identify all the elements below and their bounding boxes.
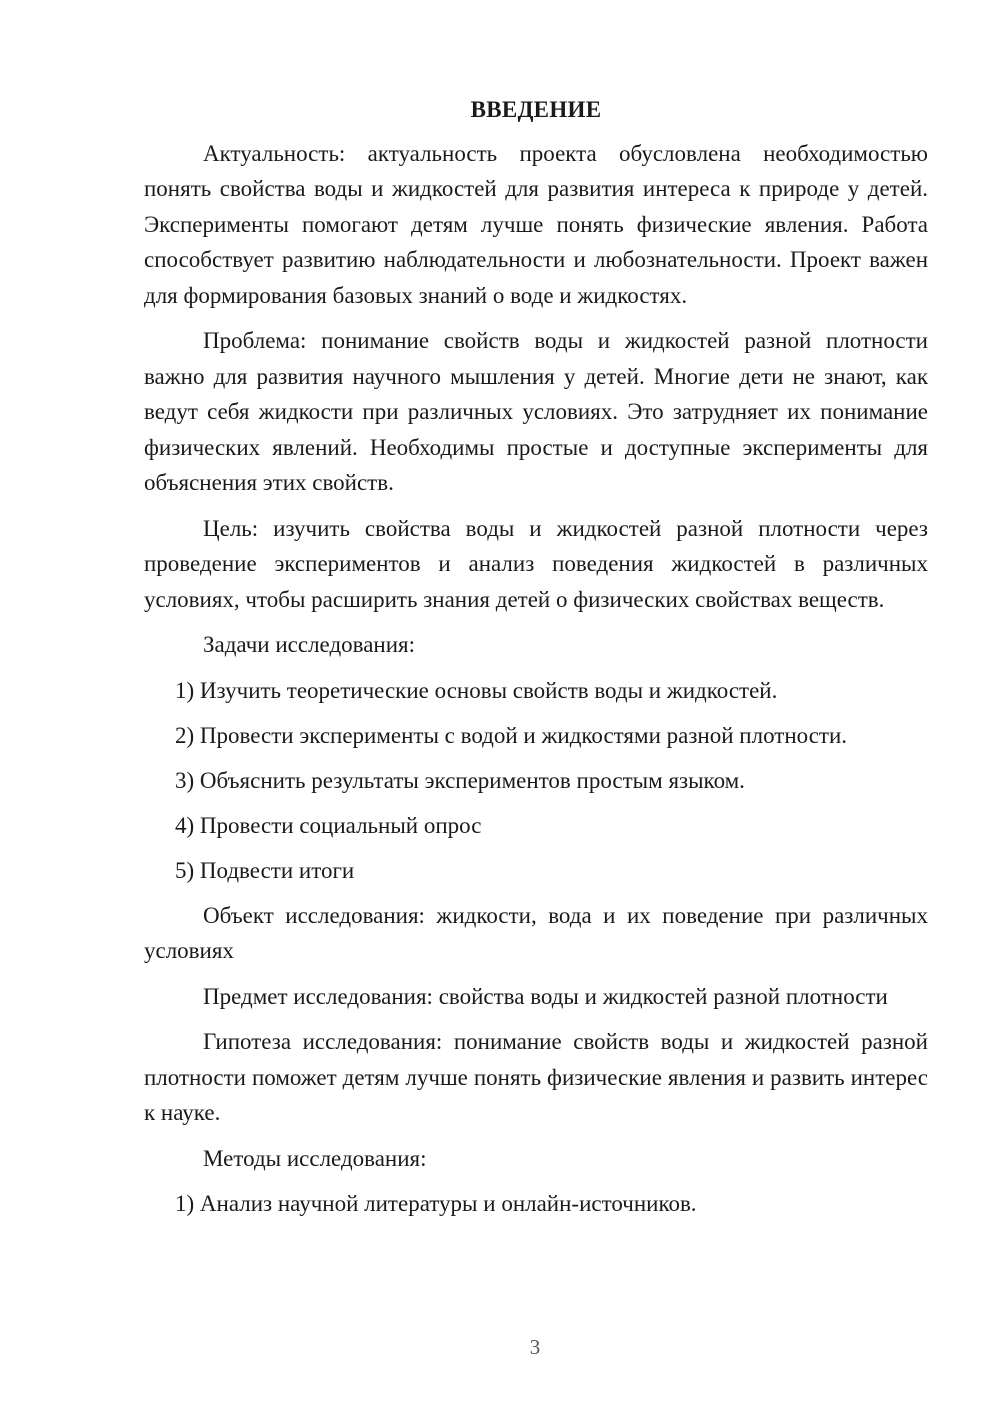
list-item: 5) Подвести итоги xyxy=(175,857,355,883)
list-item: 3) Объяснить результаты экспериментов простым языком. xyxy=(175,767,745,793)
methods-list xyxy=(144,1186,928,1221)
hypothesis-paragraph: Гипотеза исследования: понимание свойств воды и жидкостей разной плотности поможет детям лучше понять физические явления и развить интерес к науке. xyxy=(144,1029,928,1125)
relevance-paragraph: Актуальность: актуальность проекта обусловлена необходимостью понять свойства воды и жидкостей для развития интереса к природе у детей. Эксперименты помогают детям лучше понять физические явления. Работа способствует развитию наблюдательности и любознательности. Проект важен для формирования базовых знаний о воде и жидкостях. xyxy=(144,140,928,308)
tasks-list xyxy=(144,673,928,888)
page-number: 3 xyxy=(529,1335,541,1359)
subject-paragraph: Предмет исследования: свойства воды и жидкостей разной плотности xyxy=(203,983,888,1009)
tasks-heading: Задачи исследования: xyxy=(203,632,416,657)
list-item: 4) Провести социальный опрос xyxy=(175,812,482,838)
object-paragraph: Объект исследования: жидкости, вода и их поведение при различных условиях xyxy=(144,902,928,963)
methods-heading: Методы исследования: xyxy=(203,1145,427,1171)
list-item: 1) Анализ научной литературы и онлайн-источников. xyxy=(175,1191,697,1216)
list-item: 1) Изучить теоретические основы свойств воды и жидкостей. xyxy=(175,677,778,703)
document-page xyxy=(144,92,928,1231)
problem-paragraph: Проблема: понимание свойств воды и жидкостей разной плотности важно для развития научного мышления у детей. Многие дети не знают, как ведут себя жидкости при различных условиях. Это затрудняет их понимание физических явлений. Необходимы простые и доступные эксперименты для объяснения этих свойств. xyxy=(144,328,928,495)
list-item: 2) Провести эксперименты с водой и жидкостями разной плотности. xyxy=(175,722,848,748)
document-title: ВВЕДЕНИЕ xyxy=(470,97,602,122)
goal-paragraph: Цель: изучить свойства воды и жидкостей разной плотности через проведение экспериментов и анализ поведения жидкостей в различных условиях, чтобы расширить знания детей о физических свойствах веществ. xyxy=(144,515,928,612)
